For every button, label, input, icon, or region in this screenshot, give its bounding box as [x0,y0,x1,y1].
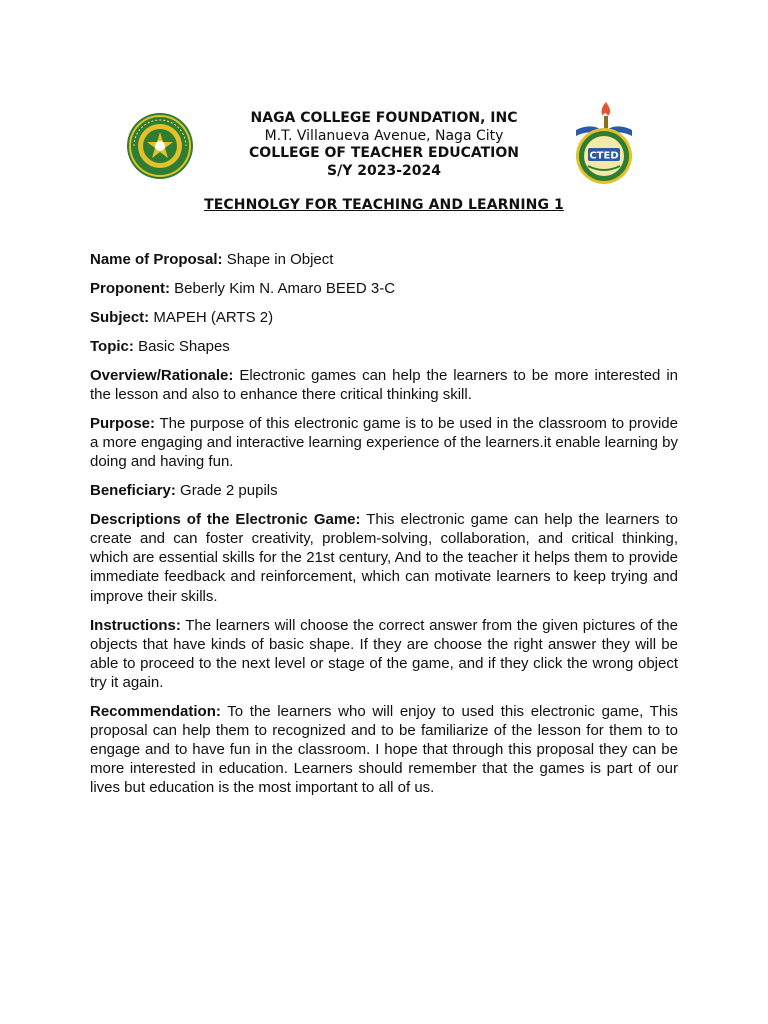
letterhead [200,110,568,180]
field-label: Subject: [90,308,150,326]
field-value: The purpose of this electronic game is to be used in the classroom to provide a more engaging and interactive learning experience of the learners.it enable learning by doing and having fun. [90,415,678,471]
field-instructions [90,616,678,692]
field-name-of-proposal [90,250,678,269]
field-label: Name of Proposal: [90,251,223,268]
course-title: TECHNOLGY FOR TEACHING AND LEARNING 1 [204,197,564,213]
field-value: MAPEH (ARTS 2) [153,308,274,326]
cted-logo-text: CTED [589,150,619,162]
field-label: Topic: [90,337,134,355]
field-label: Descriptions of the Electronic Game: [90,511,361,529]
college-name: COLLEGE OF TEACHER EDUCATION [249,145,519,161]
field-value: Electronic games can help the learners to be more interested in the lesson and also to enhance there critical thinking skill. [90,366,679,404]
institution-name: NAGA COLLEGE FOUNDATION, INC [250,110,518,126]
institution-address: M.T. Villanueva Avenue, Naga City [264,127,504,144]
field-value: Grade 2 pupils [180,482,278,500]
field-label: Proponent: [90,279,170,297]
field-value: The learners will choose the correct answer from the given pictures of the objects that have kinds of basic shape. If they are choose the right answer they will be able to proceed to the next level or stage of the game, and if they click the wrong object try it again. [90,616,678,691]
field-label: Overview/Rationale: [90,366,234,384]
field-proponent [90,279,678,298]
proposal-body [90,250,678,807]
field-label: Recommendation: [90,702,221,720]
school-year: S/Y 2023-2024 [327,162,441,179]
field-descriptions [90,510,678,605]
field-overview-rationale [90,366,678,404]
field-value: This electronic game can help the learners to create and can foster creativity, problem-solving, collaboration, and critical thinking, which are essential skills for the 21st century, And to the teacher it helps them to provide immediate feedback and reinforcement, which can motivate learners to keep trying and improve their skills. [90,511,678,605]
field-value: Beberly Kim N. Amaro BEED 3-C [174,279,396,297]
field-value: Shape in Object [226,251,334,268]
field-value: To the learners who will enjoy to used this electronic game, This proposal can help them to recognized and to be familiarize of the lesson for them to to engage and to have fun in the classroom. I hope that through this proposal they can be more interested in education. Learners should remember that the games is part of our lives but education is the most important to all of us. [90,702,678,797]
field-subject [90,308,678,327]
cted-seal-logo [566,100,642,186]
field-recommendation [90,702,678,797]
field-label: Instructions: [90,616,181,634]
field-value: Basic Shapes [138,337,230,355]
field-label: Purpose: [90,415,156,433]
field-topic [90,337,678,356]
naga-college-seal-logo [124,112,196,180]
field-label: Beneficiary: [90,482,176,500]
field-beneficiary [90,481,678,500]
field-purpose [90,414,678,471]
